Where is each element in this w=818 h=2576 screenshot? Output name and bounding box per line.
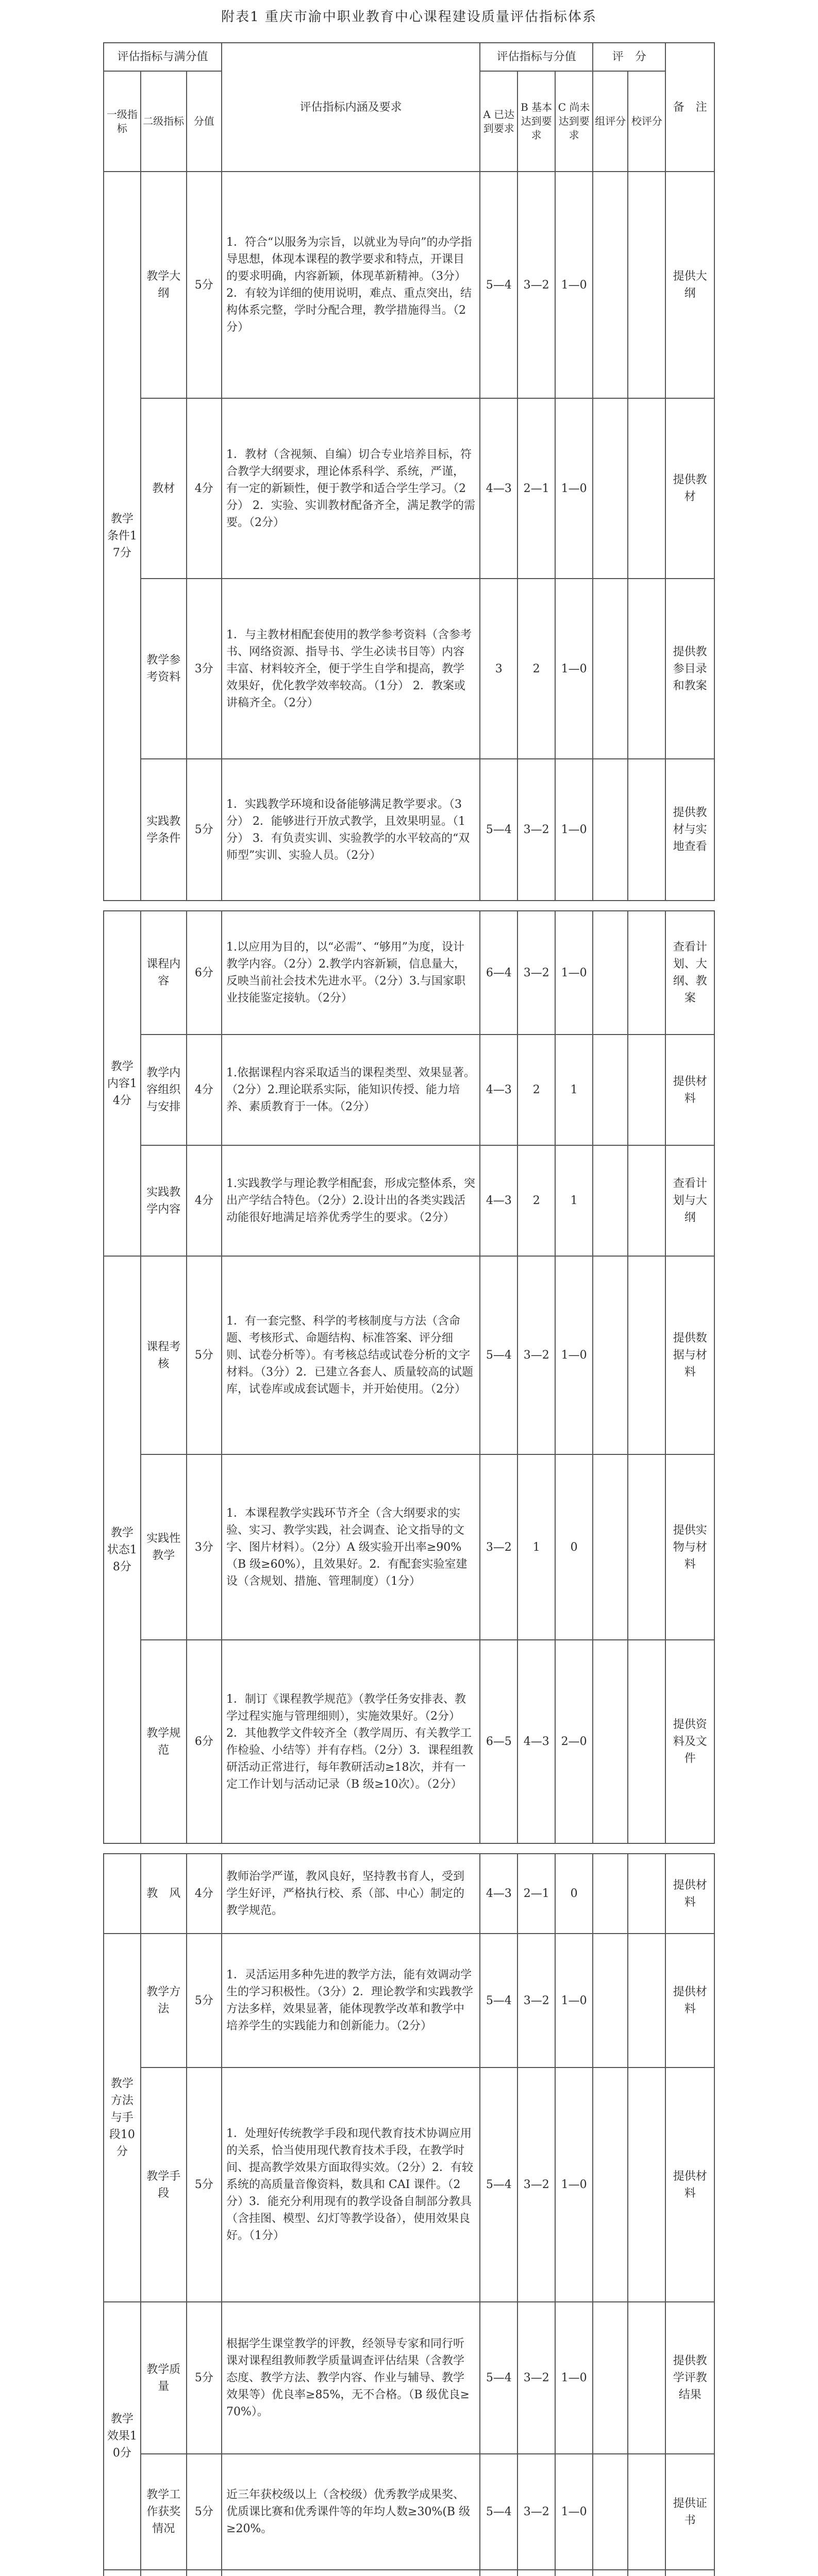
requirement-cell: 近三年获校级以上（含校级）优秀教学成果奖、优质课比赛和优秀课件等的年均人数≥30%(B 级≥20%。 [222,2454,480,2570]
level1-cell: 教学条件17分 [104,172,141,901]
level1-cell: 教学内容14分 [104,911,141,1256]
table-row [104,2302,714,2454]
score-cell: 4分 [187,1854,222,1934]
remark-cell: 提供教参目录和教案 [665,579,714,759]
score-cell: 6分 [187,911,222,1035]
score-cell: 5分 [187,2454,222,2570]
header-requirements: 评估指标内涵及要求 [222,43,480,172]
remark-cell: 提供材料 [665,1854,714,1934]
level1-cell [104,2570,141,2576]
header-grades: 评估指标与分值 [480,43,593,71]
grade-a-cell: 6—5 [480,1640,517,1843]
grade-a-cell: 5—4 [480,2302,517,2454]
score-cell: 3分 [187,1454,222,1640]
header-evaluation: 评 分 [593,43,665,71]
group-score-cell[interactable] [593,1256,628,1454]
grade-a-cell: 5—4 [480,1256,517,1454]
level2-cell: 课程内容 [141,911,187,1035]
school-score-cell[interactable] [628,2454,665,2570]
grade-c-cell: 0 [555,1454,593,1640]
school-score-cell[interactable] [628,759,665,901]
requirement-cell: 1．制订《课程教学规范》（教学任务安排表、教学过程实施与管理细则），实施效果好。（2分）2．其他教学文件较齐全（教学周历、有关教学工作检验、小结等）并有存档。（2分）3．课程组教研活动正常进行，每年教研活动≥18次，并有一定工作计划与活动记录（B 级≥10次）。（2分） [222,1640,480,1843]
grade-c-cell: 1—0 [555,759,593,901]
level2-cell: 课程考核 [141,1256,187,1454]
school-score-cell[interactable] [628,2570,665,2576]
group-score-cell[interactable] [593,2454,628,2570]
table-row [104,1256,714,1454]
level1-cell [104,1854,141,1934]
group-score-cell[interactable] [593,398,628,579]
school-score-cell[interactable] [628,1256,665,1454]
requirement-cell [222,2570,480,2576]
level2-cell: 教学方法 [141,1934,187,2067]
requirement-cell: 1．本课程教学实践环节齐全（含大纲要求的实验、实习、教学实践，社会调查、论文指导的文字、图片材料）。（2分）A 级实验开出率≥90%（B 级≥60%），且效果好。2．有配套实验室建设（含规划、措施、管理制度）（1分） [222,1454,480,1640]
table-row [104,911,714,1035]
score-cell: 5分 [187,1934,222,2067]
table-content-and-state [103,910,715,1843]
grade-c-cell: 2—0 [555,1640,593,1843]
level2-cell: 教材 [141,398,187,579]
header-grade-a: A 已达到要求 [480,71,517,172]
group-score-cell[interactable] [593,2570,628,2576]
header-remark: 备 注 [665,43,714,172]
grade-b-cell: 3—2 [517,1934,555,2067]
grade-b-cell: 3—2 [517,2302,555,2454]
grade-b-cell: 3—2 [517,2454,555,2570]
grade-c-cell: 1—0 [555,579,593,759]
grade-c-cell: 1—0 [555,1934,593,2067]
grade-c-cell: 1—0 [555,2454,593,2570]
table-row [104,398,714,579]
score-cell: 3分 [187,579,222,759]
school-score-cell[interactable] [628,1640,665,1843]
group-score-cell[interactable] [593,1454,628,1640]
table-methods-effects-staff [103,1853,715,2576]
grade-c-cell [555,2570,593,2576]
grade-a-cell: 5—4 [480,2067,517,2302]
level1-cell: 教学方法与手段10分 [104,1934,141,2302]
grade-b-cell: 1 [517,1454,555,1640]
grade-c-cell: 1—0 [555,398,593,579]
remark-cell: 提供大纲 [665,172,714,398]
grade-b-cell: 3—2 [517,172,555,398]
grade-a-cell: 3 [480,579,517,759]
table-row [104,172,714,398]
grade-c-cell: 1—0 [555,1256,593,1454]
grade-a-cell [480,2570,517,2576]
group-score-cell[interactable] [593,172,628,398]
school-score-cell[interactable] [628,398,665,579]
score-cell: 4分 [187,1145,222,1256]
score-cell: 5分 [187,2067,222,2302]
grade-a-cell: 5—4 [480,1934,517,2067]
remark-cell: 提供教材 [665,398,714,579]
remark-cell: 提供实物与材料 [665,1454,714,1640]
group-score-cell[interactable] [593,1145,628,1256]
grade-b-cell: 2—1 [517,398,555,579]
header-score: 分值 [187,71,222,172]
remark-cell: 提供材料 [665,1934,714,2067]
remark-cell: 提供材料 [665,2067,714,2302]
school-score-cell[interactable] [628,1854,665,1934]
group-score-cell[interactable] [593,1035,628,1145]
document-title: 附表1 重庆市渝中职业教育中心课程建设质量评估指标体系 [221,9,597,25]
grade-a-cell: 4—3 [480,1854,517,1934]
grade-c-cell: 1—0 [555,172,593,398]
level2-cell: 教学手段 [141,2067,187,2302]
school-score-cell[interactable] [628,1035,665,1145]
grade-c-cell: 1 [555,1145,593,1256]
grade-c-cell: 1—0 [555,2302,593,2454]
group-score-cell[interactable] [593,2302,628,2454]
requirement-cell: 1．实践教学环境和设备能够满足教学要求。（3分） 2．能够进行开放式教学，且效果明显。（1分） 3．有负责实训、实验教学的水平较高的“双师型”实训、实验人员。（2分） [222,759,480,901]
level2-cell: 实践教学内容 [141,1145,187,1256]
group-score-cell[interactable] [593,911,628,1035]
level2-cell: 教学工作获奖情况 [141,2454,187,2570]
grade-a-cell: 3—2 [480,1454,517,1640]
table-row [104,1854,714,1934]
group-score-cell[interactable] [593,759,628,901]
table-row [104,1454,714,1640]
level2-cell: 教 风 [141,1854,187,1934]
remark-cell: 提供证书 [665,2454,714,2570]
group-score-cell[interactable] [593,1934,628,2067]
grade-b-cell: 4—3 [517,1640,555,1843]
grade-c-cell: 1—0 [555,911,593,1035]
grade-b-cell: 3—2 [517,1256,555,1454]
score-cell: 5分 [187,2302,222,2454]
level2-cell: 实践性教学 [141,1454,187,1640]
requirement-cell: 根据学生课堂教学的评教，经领导专家和同行听课对课程组教师教学质量调查评估结果（含教学态度、教学方法、教学内容、作业与辅导、教学效果等）优良率≥85%，无不合格。（B 级优良≥70%）。 [222,2302,480,2454]
school-score-cell[interactable] [628,2302,665,2454]
school-score-cell[interactable] [628,172,665,398]
requirement-cell: 1.实践教学与理论教学相配套，形成完整体系，突出产学结合特色。（2分）2.设计出的各类实践活动能很好地满足培养优秀学生的要求。（2分） [222,1145,480,1256]
requirement-cell: 1．符合“以服务为宗旨，以就业为导向”的办学指导思想，体现本课程的教学要求和特点，开课目的要求明确，内容新颖，体现革新精神。（3分） 2．有较为详细的使用说明，难点、重点突出，结构体系完整，学时分配合理，教学措施得当。（2分） [222,172,480,398]
grade-b-cell: 3—2 [517,911,555,1035]
table-row [104,1145,714,1256]
school-score-cell[interactable] [628,1934,665,2067]
table-row [104,1640,714,1843]
header-group-score: 组评分 [593,71,628,172]
score-cell: 5分 [187,1256,222,1454]
header-full-score: 评估指标与满分值 [104,43,222,71]
school-score-cell[interactable] [628,1454,665,1640]
grade-a-cell: 4—3 [480,1145,517,1256]
header-grade-b: B 基本达到要求 [517,71,555,172]
header-school-score: 校评分 [628,71,665,172]
grade-b-cell: 2 [517,1035,555,1145]
grade-b-cell [517,2570,555,2576]
remark-cell [665,2570,714,2576]
level1-cell: 教学效果10分 [104,2302,141,2570]
level2-cell: 教学质量 [141,2302,187,2454]
grade-c-cell: 1 [555,1035,593,1145]
table-row [104,2570,714,2576]
table-row [104,1934,714,2067]
group-score-cell[interactable] [593,1640,628,1843]
header-level2: 二级指标 [141,71,187,172]
table-row [104,2067,714,2302]
score-cell [187,2570,222,2576]
school-score-cell[interactable] [628,911,665,1035]
grade-a-cell: 5—4 [480,759,517,901]
requirement-cell: 1．灵活运用多种先进的教学方法，能有效调动学生的学习积极性。（3分）2．理论教学和实践教学方法多样，效果显著，能体现教学改革和教学中培养学生的实践能力和创新能力。（2分） [222,1934,480,2067]
grade-b-cell: 2—1 [517,1854,555,1934]
requirement-cell: 教师治学严谨，教风良好，坚持教书育人，受到学生好评，严格执行校、系（部、中心）制定的教学规范。 [222,1854,480,1934]
remark-cell: 查看计划与大纲 [665,1145,714,1256]
requirement-cell: 1．处理好传统教学手段和现代教育技术协调应用的关系，恰当使用现代教育技术手段，在教学时间、提高教学效果方面取得实效。（2分）2．有较系统的高质量音像资料，数具和 CAI 课件。（2分）3．能充分利用现有的教学设备自制部分教具（含挂图、模型、幻灯等教学设备），使用效果良好。（1分） [222,2067,480,2302]
grade-c-cell: 0 [555,1854,593,1934]
score-cell: 5分 [187,759,222,901]
grade-a-cell: 4—3 [480,1035,517,1145]
grade-a-cell: 4—3 [480,398,517,579]
group-score-cell[interactable] [593,579,628,759]
table-teaching-conditions [103,42,715,900]
level2-cell: 教学参考资料 [141,579,187,759]
requirement-cell: 1.依据课程内容采取适当的课程类型、效果显著。（2分）2.理论联系实际，能知识传授、能力培养、素质教育于一体。（2分） [222,1035,480,1145]
remark-cell: 提供数据与材料 [665,1256,714,1454]
table-row [104,579,714,759]
school-score-cell[interactable] [628,2067,665,2302]
score-cell: 4分 [187,398,222,579]
score-cell: 5分 [187,172,222,398]
grade-b-cell: 2 [517,579,555,759]
grade-b-cell: 2 [517,1145,555,1256]
score-cell: 4分 [187,1035,222,1145]
grade-a-cell: 5—4 [480,2454,517,2570]
remark-cell: 提供教材与实地查看 [665,759,714,901]
level2-cell: 教学规范 [141,1640,187,1843]
grade-a-cell: 5—4 [480,172,517,398]
school-score-cell[interactable] [628,1145,665,1256]
level2-cell: 教学内容组织与安排 [141,1035,187,1145]
group-score-cell[interactable] [593,1854,628,1934]
header-grade-c: C 尚未达到要求 [555,71,593,172]
level2-cell: 实践教学条件 [141,759,187,901]
remark-cell: 提供材料 [665,1035,714,1145]
requirement-cell: 1．与主教材相配套使用的教学参考资料（含参考书、网络资源、指导书、学生必读书目等）内容丰富、材料较齐全，便于学生自学和提高，教学效果好，优化教学效率较高。（1分） 2．教案或讲稿齐全。（2分） [222,579,480,759]
header-level1: 一级指标 [104,71,141,172]
grade-b-cell: 3—2 [517,759,555,901]
level2-cell [141,2570,187,2576]
table-row [104,2454,714,2570]
grade-a-cell: 6—4 [480,911,517,1035]
table-row [104,1035,714,1145]
table-row [104,759,714,901]
group-score-cell[interactable] [593,2067,628,2302]
requirement-cell: 1．有一套完整、科学的考核制度与方法（含命题、考核形式、命题结构、标准答案、评分细则、试卷分析等）。有考核总结或试卷分析的文字材料。（3分）2．已建立各套人、质量较高的试题库，试卷库或成套试题卡，并开始使用。（2分） [222,1256,480,1454]
level1-cell: 教学状态18分 [104,1256,141,1843]
remark-cell: 提供教学评教结果 [665,2302,714,2454]
school-score-cell[interactable] [628,579,665,759]
grade-c-cell: 1—0 [555,2067,593,2302]
remark-cell: 查看计划、大纲、教案 [665,911,714,1035]
remark-cell: 提供资料及文件 [665,1640,714,1843]
score-cell: 6分 [187,1640,222,1843]
grade-b-cell: 3—2 [517,2067,555,2302]
requirement-cell: 1．教材（含视频、自编）切合专业培养目标，符合教学大纲要求，理论体系科学、系统，严谨，有一定的新颖性，便于教学和适合学生学习。（2分） 2．实验、实训教材配备齐全，满足教学的需要。（2分） [222,398,480,579]
requirement-cell: 1.以应用为目的，以“必需”、“够用”为度，设计教学内容。（2分）2.教学内容新颖，信息量大，反映当前社会技术先进水平。（2分）3.与国家职业技能鉴定接轨。（2分） [222,911,480,1035]
level2-cell: 教学大纲 [141,172,187,398]
